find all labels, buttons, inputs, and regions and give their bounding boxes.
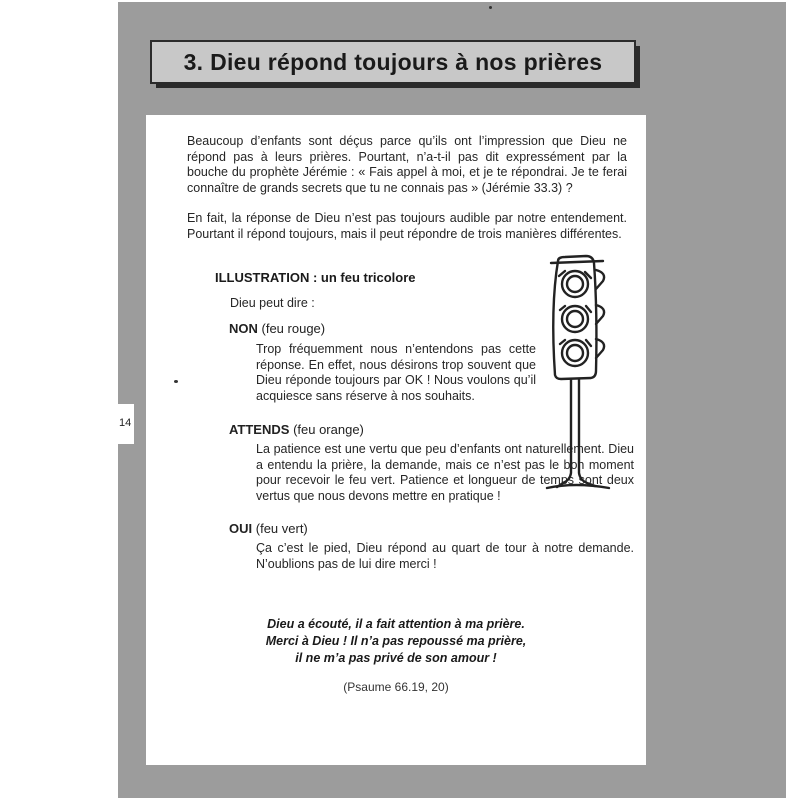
content-panel	[146, 115, 646, 765]
item-text-attends: La patience est une vertu que peu d’enfants ont naturellement. Dieu a entendu la prière, la demande, mais ce n’est pas le bon moment pour recevoir le feu vert. Patience et longueur de temps sont deux vertus que nous devons mettre en pratique !	[256, 442, 634, 503]
item-color-label-attends: (feu orange)	[293, 422, 364, 437]
quote-line-2: Merci à Dieu ! Il n’a pas repoussé ma prière,	[265, 634, 527, 648]
psalm-quote	[206, 616, 586, 667]
quote-reference: (Psaume 66.19, 20)	[343, 680, 449, 694]
item-heading-oui	[229, 521, 308, 536]
item-keyword-attends: ATTENDS	[229, 422, 290, 437]
item-heading-attends	[229, 422, 364, 437]
item-keyword-non: NON	[229, 321, 258, 336]
page-number: 14	[119, 417, 132, 429]
intro-paragraph-1: Beaucoup d’enfants sont déçus parce qu’ils ont l’impression que Dieu ne répond pas à leurs prières. Pourtant, n’a-t-il pas dit expressément par la bouche du prophète Jérémie : « Fais appel à moi, et je te répondrai. Je te ferai connaître de grands secrets que tu ne connais pas » (Jérémie 33.3) ?	[187, 134, 627, 195]
quote-line-1: Dieu a écouté, il a fait attention à ma prière.	[267, 617, 525, 631]
item-text-oui: Ça c’est le pied, Dieu répond au quart de tour à notre demande. N’oublions pas de lui dire merci !	[256, 541, 634, 571]
item-color-label-oui: (feu vert)	[255, 521, 308, 536]
illustration-intro: Dieu peut dire :	[230, 296, 315, 310]
quote-line-3: il ne m’a pas privé de son amour !	[295, 651, 497, 665]
item-keyword-oui: OUI	[229, 521, 253, 536]
item-heading-non	[229, 321, 325, 336]
intro-paragraph-2: En fait, la réponse de Dieu n’est pas toujours audible par notre entendement. Pourtant il répond toujours, mais il peut répondre de trois manières différentes.	[187, 211, 627, 241]
illustration-heading: ILLUSTRATION : un feu tricolore	[215, 270, 416, 285]
speck	[174, 380, 178, 383]
traffic-light-icon	[541, 251, 621, 551]
item-text-non: Trop fréquemment nous n’entendons pas cette réponse. En effet, nous désirons trop souvent que Dieu réponde toujours par OK ! Nous voulons qu’il acquiesce sans réserve à nos souhaits.	[256, 342, 536, 403]
item-color-label-non: (feu rouge)	[261, 321, 326, 336]
page-title: 3. Dieu répond toujours à nos prières	[183, 49, 603, 75]
title-box	[150, 40, 636, 84]
speck	[489, 6, 492, 9]
